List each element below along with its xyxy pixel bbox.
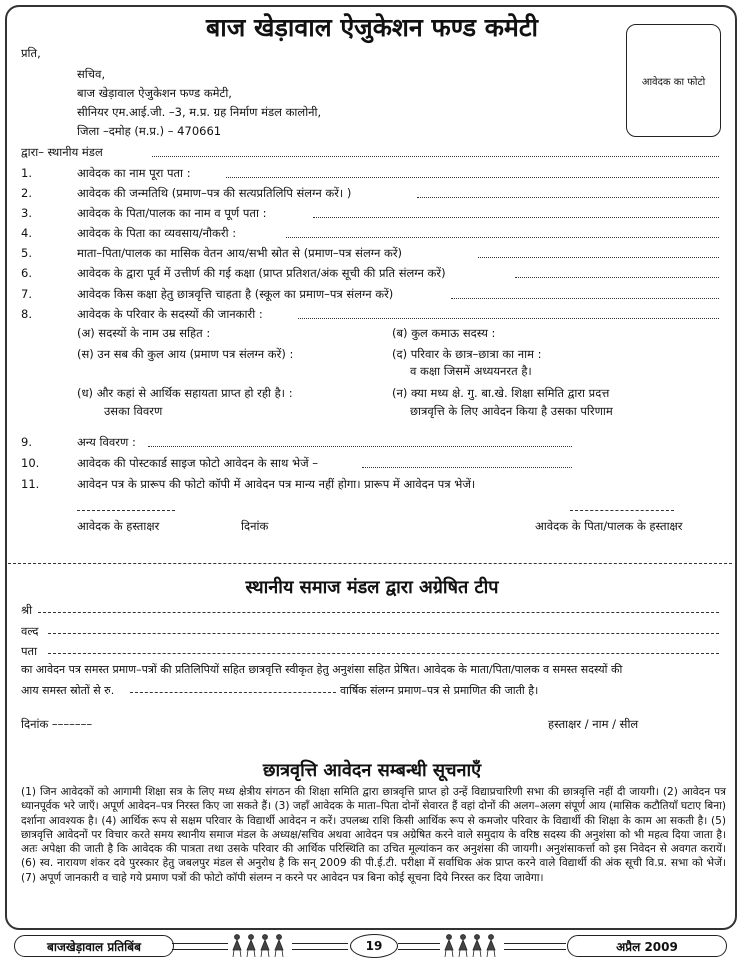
footer-issue-date bbox=[567, 935, 727, 957]
earning-members-label: (ब) कुल कमाऊ सदस्य : bbox=[392, 326, 496, 340]
footer-magazine-name bbox=[14, 935, 174, 957]
address-label: पता bbox=[21, 644, 38, 658]
footer-issue-label: अप्रैल 2009 bbox=[616, 939, 678, 954]
student-names-label: (द) परिवार के छात्र–छात्रा का नाम : bbox=[392, 347, 542, 361]
item-field[interactable] bbox=[417, 197, 719, 198]
photo-box bbox=[626, 24, 721, 137]
item-num: 9. bbox=[21, 435, 32, 449]
valad-field[interactable] bbox=[48, 633, 719, 634]
photo-label: आवेदक का फोटो bbox=[641, 76, 706, 88]
item-label: आवेदक का नाम पूरा पता : bbox=[77, 166, 191, 180]
via-label: द्वारा– स्थानीय मंडल bbox=[21, 145, 103, 159]
footer-rule bbox=[398, 943, 440, 950]
income-amount-field[interactable] bbox=[130, 692, 336, 693]
recommendation-title: स्थानीय समाज मंडल द्वारा अग्रेषित टीप bbox=[245, 577, 499, 598]
footer-rule bbox=[172, 943, 228, 950]
parent-signature-line[interactable] bbox=[570, 510, 674, 511]
previous-application-result-label: छात्रवृत्ति के लिए आवेदन किया है उसका परिणाम bbox=[410, 404, 613, 418]
instructions-text: (1) जिन आवेदकों को आगामी शिक्षा सत्र के लिए मध्य क्षेत्रीय संगठन की शिक्षा समिति द्वारा छात्रवृत्ति प्राप्त हो उन्हें विद्याप्रचारिणी सभा की छात्रवृत्ति नहीं दी जायगी। (2) आवेदन पत्र ध्यानपूर्वक भरे जाएँ। अपूर्ण आवेदन–पत्र निरस्त किए जा सकते हैं। (3) जहाँ आवेदक के माता–पिता दोनों सेवारत हैं वहां दोनों की अलग–अलग संपूर्ण आय (मासिक कटौतियाँ घटाए बिना) दर्शाना आवश्यक है। (4) आर्थिक रूप से सक्षम परिवार के विद्यार्थी आवेदन न करें। उपलब्ध राशि किसी आर्थिक रूप से कमजोर परिवार के विद्यार्थी की शिक्षा के काम आ सकती है। (5) छात्रवृत्ति आवेदनों पर विचार करते समय स्थानीय समाज मंडल के अध्यक्ष/सचिव अथवा आवेदन पत्र अग्रेषित करने वाले समुदाय के वरिष्ठ सदस्य की अनुशंसा को भी महत्व दिया जाता है। अतः अपेक्षा की जाती है कि आवेदक की पात्रता तथा उसके परिवार की आर्थिक परिस्थिति का उचित मूल्यांकन कर अनुशंसा की जायगी। अनुशंसाकर्त्ता को इस निवेदन से अवगत करायें। (6) स्व. नारायण शंकर दवे पुरस्कार हेतु जबलपुर मंडल से अनुरोध है कि सन् 2009 की पी.ई.टी. परीक्षा में सर्वाधिक अंक प्राप्त करने वाले विद्यार्थी की अंक सूची वि.प्र. सभा को भेजें। (7) अपूर्ण जानकारी व चाहे गये प्रमाण पत्रों की फोटो कॉपी संलग्न न करने पर आवेदन पत्र बिना कोई सूचना दिये निरस्त कर दिया जावेगा। bbox=[21, 786, 726, 884]
item-field[interactable] bbox=[313, 217, 719, 218]
item-num: 5. bbox=[21, 246, 32, 260]
item-field[interactable] bbox=[286, 237, 719, 238]
other-aid-detail-label: उसका विवरण bbox=[104, 404, 163, 418]
address-line-2: बाज खेड़ावाल ऐजुकेशन फण्ड कमेटी, bbox=[77, 86, 232, 100]
item-num: 1. bbox=[21, 166, 32, 180]
recommendation-text-1: का आवेदन पत्र समस्त प्रमाण–पत्रों की प्रतिलिपियों सहित छात्रवृत्ति स्वीकृत हेतु अनुशंसा सहित प्रेषित। आवेदक के माता/पिता/पालक व समस्त सदस्यों की bbox=[21, 663, 623, 676]
item-label: आवेदक के पिता का व्यवसाय/नौकरी : bbox=[77, 226, 237, 240]
parent-signature-label: आवेदक के पिता/पालक के हस्ताक्षर bbox=[535, 519, 683, 533]
item-field[interactable] bbox=[515, 277, 719, 278]
student-class-label: व कक्षा जिसमें अध्ययनरत है। bbox=[410, 364, 532, 378]
item-label: आवेदक के परिवार के सदस्यों की जानकारी : bbox=[77, 307, 263, 321]
item-label: आवेदन पत्र के प्रारूप की फोटो कॉपी में आवेदन पत्र मान्य नहीं होगा। प्रारूप में आवेदन पत्र भेजें। bbox=[77, 477, 476, 491]
footer-magazine-label: बाजखेड़ावाल प्रतिबिंब bbox=[47, 939, 141, 954]
item-label: माता–पिता/पालक का मासिक वेतन आय/सभी स्रोत से (प्रमाण–पत्र संलग्न करें) bbox=[77, 246, 403, 260]
total-income-label: (स) उन सब की कुल आय (प्रमाण पत्र संलग्न करें) : bbox=[77, 347, 294, 361]
dancers-icon bbox=[229, 932, 291, 958]
footer bbox=[0, 930, 744, 960]
item-label: आवेदक के द्वारा पूर्व में उत्तीर्ण की गई कक्षा (प्राप्त प्रतिशत/अंक सूची की प्रति संलग्न करें) bbox=[77, 266, 446, 280]
item-num: 8. bbox=[21, 307, 32, 321]
address-line-3: सीनियर एम.आई.जी. –3, म.प्र. ग्रह निर्माण मंडल कालोनी, bbox=[77, 105, 322, 119]
address-to: प्रति, bbox=[21, 46, 41, 60]
item-num: 11. bbox=[21, 477, 40, 491]
item-field[interactable] bbox=[226, 177, 719, 178]
page-number bbox=[350, 934, 398, 958]
shri-field[interactable] bbox=[38, 612, 719, 613]
item-label: आवेदक किस कक्षा हेतु छात्रवृत्ति चाहता है (स्कूल का प्रमाण–पत्र संलग्न करें) bbox=[77, 287, 394, 301]
recommendation-text-2b: वार्षिक संलग्न प्रमाण–पत्र से प्रमाणित की जाती है। bbox=[340, 684, 539, 697]
item-label: आवेदक की पोस्टकार्ड साइज फोटो आवेदन के साथ भेजें – bbox=[77, 456, 319, 470]
other-aid-label: (ध) और कहां से आर्थिक सहायता प्राप्त हो रही है। : bbox=[77, 386, 293, 400]
recommendation-date-label: दिनांक ––––––– bbox=[21, 717, 93, 731]
item-label: आवेदक के पिता/पालक का नाम व पूर्ण पता : bbox=[77, 206, 267, 220]
item-num: 2. bbox=[21, 186, 32, 200]
page-title: बाज खेड़ावाल ऐजुकेशन फण्ड कमेटी bbox=[206, 13, 538, 42]
item-field[interactable] bbox=[148, 446, 572, 447]
item-num: 4. bbox=[21, 226, 32, 240]
item-label: अन्य विवरण : bbox=[77, 435, 136, 449]
section-divider bbox=[8, 563, 732, 564]
recommendation-sign-label: हस्ताक्षर / नाम / सील bbox=[548, 717, 639, 731]
applicant-signature-label: आवेदक के हस्ताक्षर bbox=[77, 519, 160, 533]
previous-application-label: (न) क्या मध्य क्षे. गु. बा.खे. शिक्षा समिति द्वारा प्रदत्त bbox=[392, 386, 610, 400]
item-field[interactable] bbox=[362, 467, 572, 468]
item-label: आवेदक की जन्मतिथि (प्रमाण–पत्र की सत्यप्रतिलिपि संलग्न करें। ) bbox=[77, 186, 352, 200]
item-field[interactable] bbox=[298, 318, 719, 319]
family-members-label: (अ) सदस्यों के नाम उम्र सहित : bbox=[77, 326, 211, 340]
dancers-icon bbox=[441, 932, 503, 958]
applicant-signature-line[interactable] bbox=[77, 510, 175, 511]
shri-label: श्री bbox=[21, 603, 33, 617]
item-num: 3. bbox=[21, 206, 32, 220]
address-field[interactable] bbox=[48, 653, 719, 654]
item-field[interactable] bbox=[478, 257, 719, 258]
address-line-4: जिला –दमोह (म.प्र.) – 470661 bbox=[77, 124, 222, 138]
valad-label: वल्द bbox=[21, 624, 39, 638]
footer-rule bbox=[292, 943, 348, 950]
item-field[interactable] bbox=[451, 298, 719, 299]
via-field[interactable] bbox=[152, 156, 719, 157]
item-num: 6. bbox=[21, 266, 32, 280]
address-line-1: सचिव, bbox=[77, 67, 106, 81]
footer-rule bbox=[504, 943, 566, 950]
instructions-title: छात्रवृत्ति आवेदन सम्बन्धी सूचनाएँ bbox=[262, 760, 482, 781]
item-num: 10. bbox=[21, 456, 40, 470]
page-number-label: 19 bbox=[365, 939, 383, 953]
item-num: 7. bbox=[21, 287, 32, 301]
recommendation-text-2a: आय समस्त स्रोतों से रु. bbox=[21, 684, 115, 697]
date-label: दिनांक bbox=[241, 519, 269, 533]
